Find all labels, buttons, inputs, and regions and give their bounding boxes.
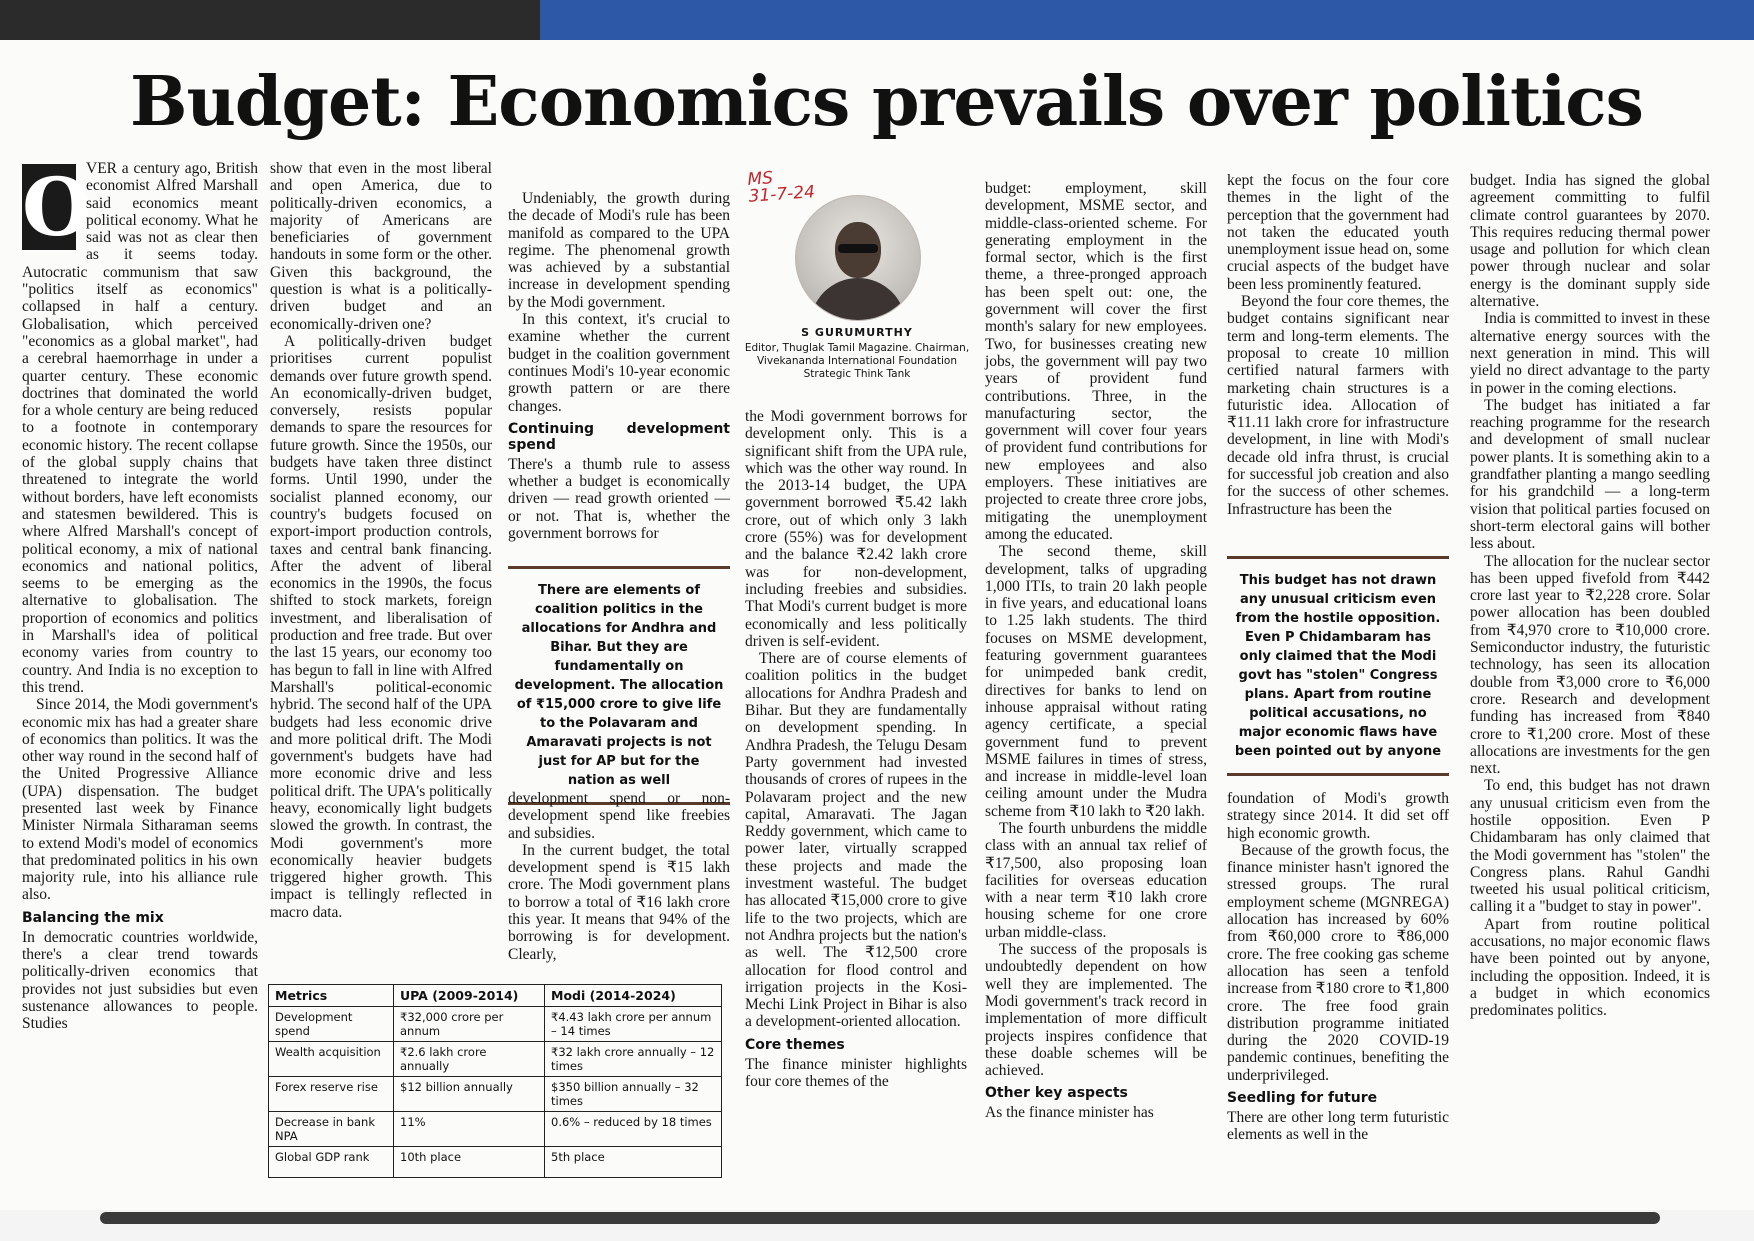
top-strip	[0, 0, 1754, 40]
table-cell: 5th place	[545, 1147, 722, 1178]
col6-paragraph-1: kept the focus on the four core themes in the light of the perception that the government had not taken the educated youth unemployment issue head on, some crucial aspects of the budget have been less prominently featured.	[1227, 172, 1449, 293]
author-name: S GURUMURTHY	[801, 326, 913, 339]
comparison-table	[268, 984, 722, 1178]
col7-paragraph-3: The budget has initiated a far reaching programme for the research and development of small nuclear power plants. It is something akin to a grandfather planting a mango seedling for his grandchild — a long-term vision that political parties focused on short-term electoral gains will bother less about.	[1470, 396, 1710, 553]
pull-quote-andhra-bihar: There are elements of coalition politics in the allocations for Andhra and Bihar. But they are fundamentally on development. The allocation of ₹15,000 crore to give life to the Polavaram and Amaravati projects is not just for AP but for the nation as well	[508, 566, 730, 805]
table-cell: Wealth acquisition	[269, 1042, 394, 1077]
column-4	[745, 408, 967, 1090]
column-7	[1470, 172, 1710, 1020]
table-row	[269, 1042, 722, 1077]
table-header-row	[269, 985, 722, 1007]
col3-paragraph-1: Undeniably, the growth during the decade of Modi's rule has been manifold as compared to the UPA regime. The phenomenal growth was achieved by a substantial increase in development spending by the Modi government.	[508, 190, 730, 311]
col7-paragraph-6: Apart from routine political accusations, no major economic flaws have been pointed out by anyone, including the opposition. Indeed, it is a budget in which economics predominates politics.	[1470, 915, 1710, 1020]
table-cell: 10th place	[394, 1147, 545, 1178]
subheading-seedling-for-future: Seedling for future	[1227, 1090, 1378, 1107]
col7-paragraph-2: India is committed to invest in these alternative energy sources with the next generation in mind. This will yield no direct advantage to the party in power in the coming elections.	[1470, 310, 1710, 397]
handwritten-note: MS 31-7-24	[746, 168, 816, 207]
column-3-continued	[508, 790, 730, 963]
author-photo	[795, 195, 921, 321]
col7-paragraph-4: The allocation for the nuclear sector has been upped fivefold from ₹442 crore last year to ₹2,228 crore. Solar power allocation has been doubled from ₹4,970 crore to ₹10,000 crore. Semiconductor industry, the futuristic technology, has seen its allocation double from ₹3,000 crore to ₹6,000 crore. Research and development funding has increased from ₹840 crore to ₹1,200 crore. Most of these allocations are investments for the gen next.	[1470, 552, 1710, 778]
col4-paragraph-1: the Modi government borrows for development only. This is a significant shift from the UPA rule, which was the other way round. In the 2013-14 budget, the UPA government borrowed ₹5.42 lakh crore, out of which only 3 lakh crore (55%) was for development and the balance ₹2.42 lakh crore was for non-development, including freebies and subsidies. That Modi's current budget is more economically and less politically driven is self-evident.	[745, 408, 967, 650]
table-cell: ₹4.43 lakh crore per annum – 14 times	[545, 1007, 722, 1042]
headline: Budget: Economics prevails over politics	[130, 62, 1643, 142]
table-cell: 0.6% – reduced by 18 times	[545, 1112, 722, 1147]
col5-paragraph-4: The success of the proposals is undoubtedly dependent on how well they are implemented. The Modi government's track record in implementation of more difficult projects inspires confidence that these doable schemes will be achieved.	[985, 941, 1207, 1080]
col6-paragraph-3: foundation of Modi's growth strategy since 2014. It did set off high economic growth.	[1227, 790, 1449, 842]
top-strip-blue	[540, 0, 1754, 40]
drop-cap: O	[22, 160, 92, 254]
col3-paragraph-4: development spend or non-development spend like freebies and subsidies.	[508, 790, 730, 842]
table-row	[269, 1112, 722, 1147]
col6-paragraph-4: Because of the growth focus, the finance minister hasn't ignored the stressed groups. The rural employment scheme (MGNREGA) allocation has increased by 60% from ₹60,000 crore to ₹86,000 crore. The free cooking gas scheme allocation has seen a tenfold increase from ₹180 crore to ₹1,800 crore. The free food grain distribution programme initiated during the 2020 COVID-19 pandemic continues, benefiting the underprivileged.	[1227, 841, 1450, 1084]
table-cell: $12 billion annually	[394, 1077, 545, 1112]
table-row	[269, 1007, 722, 1042]
col5-paragraph-2: The second theme, skill development, talks of upgrading 1,000 ITIs, to train 20 lakh people in five years, and educational loans to 1.25 lakh students. The third focuses on MSME development, featuring government guarantees for unimpeded bank credit, directives for banks to lend on inhouse appraisal without rating agency certificate, a special government fund to prevent MSME failures in times of stress, and increase in middle-level loan ceiling amount under the Mudra scheme from ₹10 lakh to ₹20 lakh.	[985, 543, 1207, 820]
column-2	[270, 160, 492, 921]
col5-paragraph-5: As the finance minister has	[985, 1104, 1154, 1122]
col2-paragraph-1: show that even in the most liberal and open America, due to politically-driven economics, a majority of Americans are beneficiaries of government handouts in some form or the other. Given this background, the question is what is a politically-driven budget and an economically-driven one?	[270, 160, 492, 333]
col3-paragraph-3: There's a thumb rule to assess whether a budget is economically driven — read growth oriented — or not. That is, whether the government borrows for	[508, 455, 730, 543]
table-row	[269, 1147, 722, 1178]
table-cell: ₹2.6 lakh crore annually	[394, 1042, 545, 1077]
col4-paragraph-3: The finance minister highlights four core themes of the	[745, 1055, 967, 1090]
table-cell: $350 billion annually – 32 times	[545, 1077, 722, 1112]
table-cell: Decrease in bank NPA	[269, 1112, 394, 1147]
table-cell: ₹32 lakh crore annually – 12 times	[545, 1042, 722, 1077]
column-1	[22, 160, 258, 1033]
bottom-edge-bar	[100, 1212, 1660, 1224]
col6-paragraph-2: Beyond the four core themes, the budget contains significant near term and long-term elements. The proposal to create 10 million certified natural farmers with marketing chain structures is a futuristic idea. Allocation of ₹11.11 lakh crore for infrastructure development, in line with Modi's decade old infra thrust, is crucial for successful job creation and also for the success of other schemes. Infrastructure has been the	[1227, 293, 1449, 518]
subheading-other-key-aspects: Other key aspects	[985, 1085, 1128, 1102]
table-cell: Development spend	[269, 1007, 394, 1042]
subheading-continuing-development-spend: Continuing development spend	[508, 420, 730, 453]
bottom-edge	[0, 1210, 1754, 1241]
subheading-core-themes: Core themes	[745, 1036, 845, 1053]
table-cell: Forex reserve rise	[269, 1077, 394, 1112]
col5-paragraph-3: The fourth unburdens the middle class with an annual tax relief of ₹17,500, also proposing loan facilities for overseas education with a near term ₹10 lakh crore housing scheme for one crore urban middle-class.	[985, 819, 1207, 941]
column-3	[508, 190, 730, 542]
col7-paragraph-5: To end, this budget has not drawn any unusual criticism even from the hostile opposition. Even P Chidambaram has only claimed that the Modi government has "stolen" the Congress plans. Rahul Gandhi tweeted his usual political criticism, calling it a "budget to stay in power".	[1470, 777, 1710, 916]
column-5	[985, 180, 1207, 1122]
col6-paragraph-5: There are other long term futuristic elements as well in the	[1227, 1109, 1449, 1144]
col3-paragraph-5: In the current budget, the total development spend is ₹15 lakh crore. The Modi government plans to borrow a total of ₹16 lakh crore this year. It means that 94% of the borrowing is for development. Clearly,	[508, 841, 730, 963]
col3-paragraph-2: In this context, it's crucial to examine whether the current budget in the coalition government continues Modi's 10-year economic growth pattern or are there changes.	[508, 311, 730, 415]
pull-quote-opposition: This budget has not drawn any unusual criticism even from the hostile opposition. Even P Chidambaram has only claimed that the Modi govt has "stolen" Congress plans. Apart from routine political accusations, no major economic flaws have been pointed out by anyone	[1227, 556, 1449, 776]
subheading-balancing-the-mix: Balancing the mix	[22, 909, 164, 926]
col7-paragraph-1: budget. India has signed the global agreement committing to fulfil climate control guarantees by 2070. This requires reducing thermal power usage and pollution for which clean power through nuclear and solar energy is the dominant supply side alternative.	[1470, 172, 1710, 311]
table-header: UPA (2009-2014)	[394, 985, 545, 1007]
table-header: Modi (2014-2024)	[545, 985, 722, 1007]
column-6	[1227, 172, 1449, 518]
col4-paragraph-2: There are of course elements of coalition politics in the budget allocations for Andhra Pradesh and Bihar. But they are fundamentally on development spending. In Andhra Pradesh, the Telugu Desam Party government had invested thousands of crores of rupees in the Polavaram project and the new capital, Amaravati. The Jagan Reddy government, which came to power later, virtually scrapped these projects and made the investment wasteful. The budget has allocated ₹15,000 crore to give life to the two projects, which are not Andhra projects but the nation's as well. The ₹12,500 crore allocation for flood control and irrigation projects in the Kosi-Mechi Link Project in Bihar is also a development-oriented allocation.	[745, 650, 967, 1031]
col5-paragraph-1: budget: employment, skill development, MSME sector, and middle-class-oriented scheme. For generating employment in the formal sector, which is the first theme, a three-pronged approach has been spelt out: one, the government will cover the first month's salary for new employees. Two, for businesses creating new jobs, the government will pay two years of provident fund contributions. Three, in the manufacturing sector, the government will cover four years of provident fund contributions for new employees and also employers. These initiatives are projected to create three crore jobs, mitigating the unemployment among the educated.	[985, 180, 1207, 543]
table-row	[269, 1077, 722, 1112]
top-strip-dark	[0, 0, 540, 40]
author-title: Editor, Thuglak Tamil Magazine. Chairman, Vivekananda International Foundation Strategic Think Tank	[744, 342, 970, 380]
table-cell: 11%	[394, 1112, 545, 1147]
col1-paragraph-3: In democratic countries worldwide, there's a clear trend towards politically-driven economics that provides not just subsidies but even sustenance allowances to people. Studies	[22, 928, 258, 1033]
column-6-continued	[1227, 790, 1449, 1144]
col1-paragraph-2: Since 2014, the Modi government's economic mix has had a greater share of economics than politics. It was the other way round in the second half of the United Progressive Alliance (UPA) dispensation. The budget presented last week by Finance Minister Nirmala Sitharaman seems to extend Modi's model of economics that predominated politics in his own majority rule, into his alliance rule also.	[22, 696, 258, 904]
table-header: Metrics	[269, 985, 394, 1007]
table-cell: ₹32,000 crore per annum	[394, 1007, 545, 1042]
col2-paragraph-2: A politically-driven budget prioritises current populist demands over future growth spend. An economically-driven budget, conversely, resists popular demands to spare the resources for future growth. Since the 1950s, our budgets have taken three distinct forms. Until 1990, under the socialist planned economy, our country's budgets focused on export-import production controls, taxes and central bank financing. After the advent of liberal economics in the 1990s, the focus shifted to stock markets, foreign investment, and liberalisation of production and free trade. But over the last 15 years, our economy too has begun to fall in line with Alfred Marshall's political-economic hybrid. The second half of the UPA budgets had less economic drive and more political drift. The Modi government's budgets have had more economic drive and less political drift. The UPA's politically heavy, economically light budgets slowed the growth. In contrast, the Modi government's more economically heavier budgets triggered higher growth. This impact is tellingly reflected in macro data.	[270, 332, 492, 921]
table-cell: Global GDP rank	[269, 1147, 394, 1178]
col1-paragraph-1: VER a century ago, British economist Alfred Marshall said economics meant political economy. What he said was not as clear then as it seems today. Autocratic communism that saw "politics itself as economics" collapsed in half a century. Globalisation, which perceived "economics as a global market", had a cerebral haemorrhage in under a quarter century. These economic doctrines that dominated the world for a whole century are being reduced to a footnote in contemporary economic history. The recent collapse of the global supply chains that threatened to integrate the world without borders, have left economists and statesmen bewildered. This is where Alfred Marshall's concept of political economy, a mix of national economics and national politics, seems to be emerging as the alternative to globalisation. The proportion of economics and politics in Marshall's idea of political economy varies from country to country. And India is no exception to this trend.	[22, 160, 258, 696]
